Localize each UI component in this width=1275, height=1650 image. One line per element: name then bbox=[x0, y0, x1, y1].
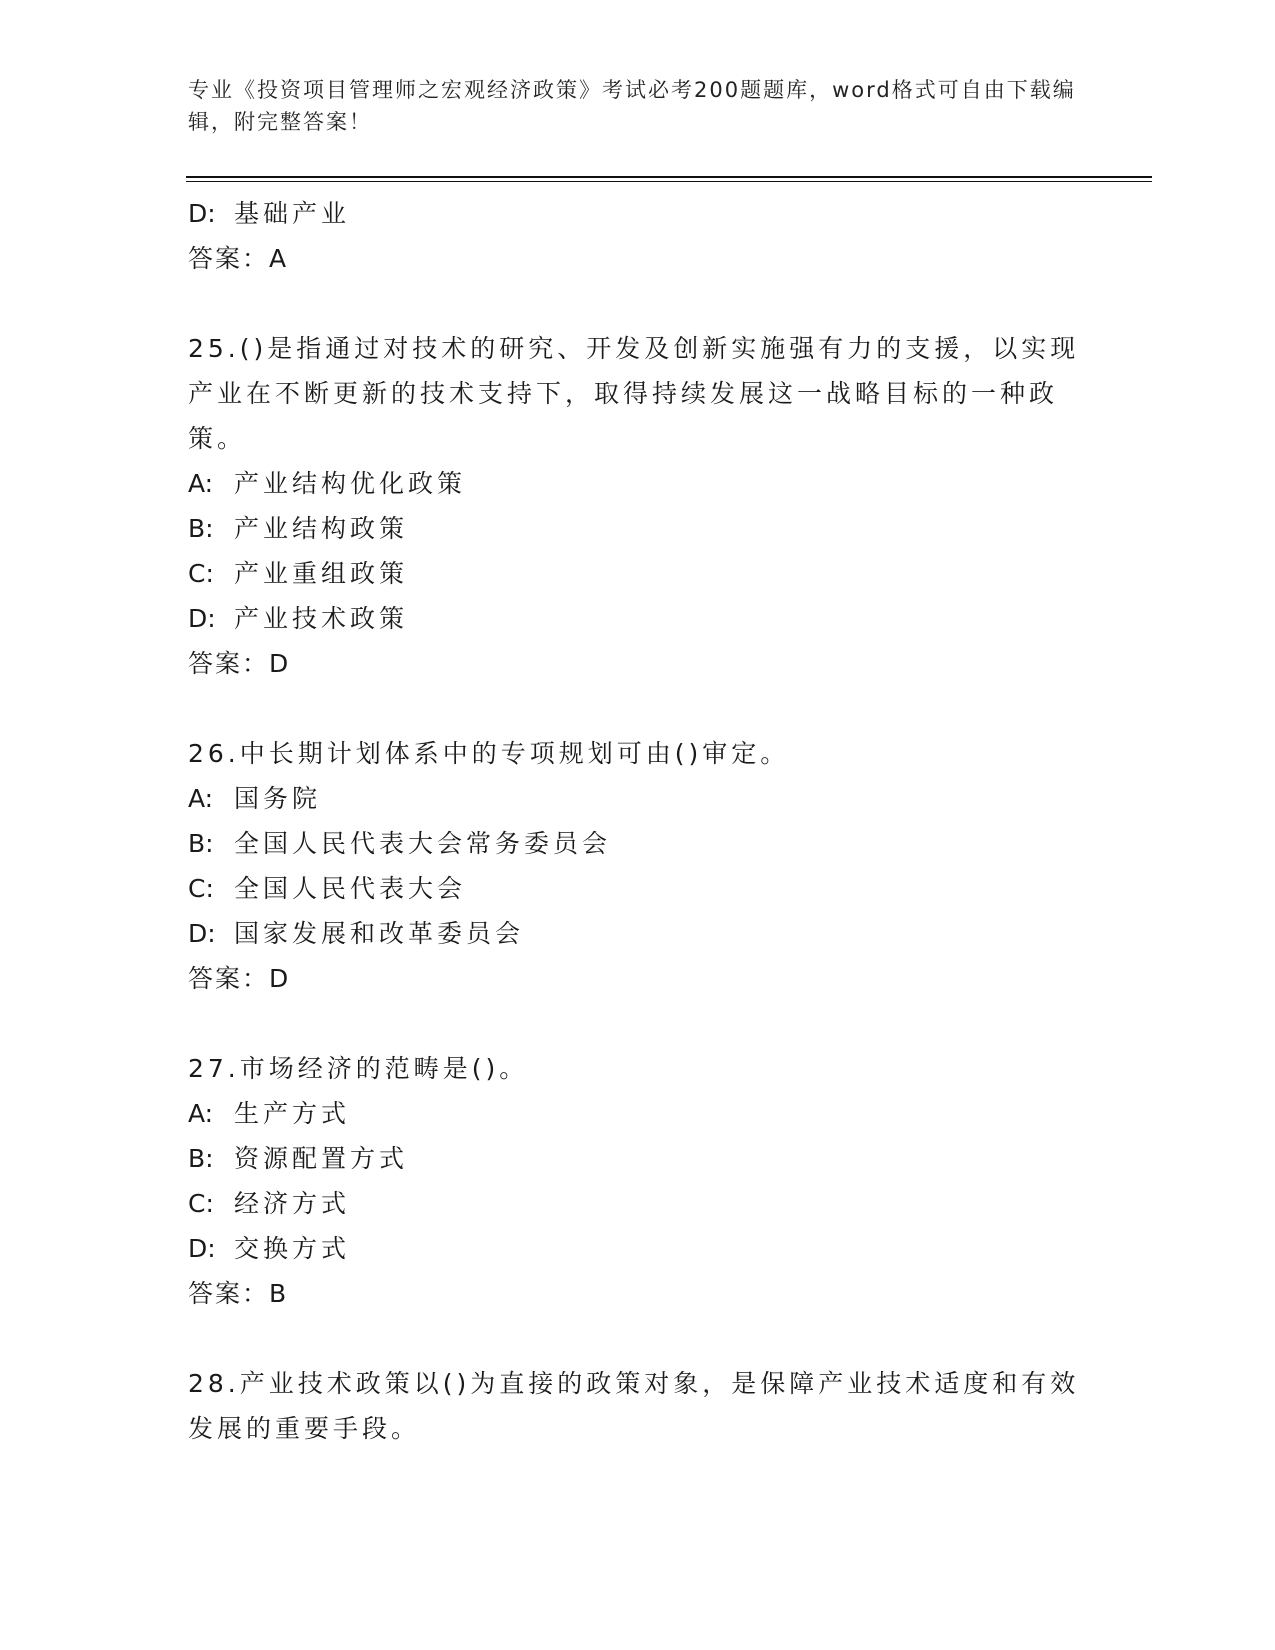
option-text: 产业结构优化政策 bbox=[234, 469, 467, 498]
option-text: 国家发展和改革委员会 bbox=[234, 919, 525, 948]
option-d bbox=[188, 596, 1088, 641]
option-text: 经济方式 bbox=[234, 1189, 351, 1218]
question-text-line: 25.()是指通过对技术的研究、开发及创新实施强有力的支援，以实现 bbox=[188, 334, 1080, 363]
answer: 答案：D bbox=[188, 649, 291, 678]
question-text-line: 产业在不断更新的技术支持下，取得持续发展这一战略目标的一种政 bbox=[188, 379, 1059, 408]
question-text-line: 策。 bbox=[188, 424, 247, 453]
question-26 bbox=[188, 731, 1088, 1001]
header-divider-thin bbox=[186, 181, 1152, 182]
question-content bbox=[188, 191, 1088, 1451]
option-text: 交换方式 bbox=[234, 1234, 351, 1263]
option-a bbox=[188, 1091, 1088, 1136]
option-c bbox=[188, 1181, 1088, 1226]
option-key: D: bbox=[188, 919, 216, 948]
answer: 答案：B bbox=[188, 1279, 289, 1308]
option-text: 产业结构政策 bbox=[234, 514, 409, 543]
question-text-line: 发展的重要手段。 bbox=[188, 1414, 421, 1443]
option-d bbox=[188, 911, 1088, 956]
option-text: 生产方式 bbox=[234, 1099, 351, 1128]
option-c bbox=[188, 866, 1088, 911]
option-key: B: bbox=[188, 514, 214, 543]
option-key: C: bbox=[188, 1189, 214, 1218]
option-b bbox=[188, 821, 1088, 866]
question-27 bbox=[188, 1046, 1088, 1316]
question-text-line: 28.产业技术政策以()为直接的政策对象，是保障产业技术适度和有效 bbox=[188, 1369, 1080, 1398]
option-a bbox=[188, 776, 1088, 821]
option-c bbox=[188, 551, 1088, 596]
header-divider-thick bbox=[186, 176, 1152, 178]
option-text: 产业重组政策 bbox=[234, 559, 409, 588]
option-key: B: bbox=[188, 829, 214, 858]
option-text: 全国人民代表大会常务委员会 bbox=[234, 829, 612, 858]
question-text-line: 26.中长期计划体系中的专项规划可由()审定。 bbox=[188, 739, 790, 768]
option-key: A: bbox=[188, 469, 214, 498]
option-d bbox=[188, 1226, 1088, 1271]
question-text-line: 27.市场经济的范畴是()。 bbox=[188, 1054, 529, 1083]
prev-option-d bbox=[188, 191, 1088, 236]
option-text: 国务院 bbox=[234, 784, 322, 813]
document-header: 专业《投资项目管理师之宏观经济政策》考试必考200题题库，word格式可自由下载编辑，附完整答案！ bbox=[188, 78, 1076, 134]
question-28 bbox=[188, 1361, 1088, 1451]
option-b bbox=[188, 506, 1088, 551]
option-a bbox=[188, 461, 1088, 506]
option-key: C: bbox=[188, 874, 214, 903]
option-key: B: bbox=[188, 1144, 214, 1173]
option-text: 基础产业 bbox=[234, 199, 351, 228]
answer: 答案：D bbox=[188, 964, 291, 993]
option-key: A: bbox=[188, 784, 214, 813]
option-key: D: bbox=[188, 604, 216, 633]
option-text: 全国人民代表大会 bbox=[234, 874, 467, 903]
option-b bbox=[188, 1136, 1088, 1181]
option-text: 资源配置方式 bbox=[234, 1144, 409, 1173]
option-key: D: bbox=[188, 1234, 216, 1263]
option-text: 产业技术政策 bbox=[234, 604, 409, 633]
prev-answer: 答案：A bbox=[188, 244, 289, 273]
option-key: A: bbox=[188, 1099, 214, 1128]
option-key: D: bbox=[188, 199, 216, 228]
question-25 bbox=[188, 326, 1088, 686]
option-key: C: bbox=[188, 559, 214, 588]
